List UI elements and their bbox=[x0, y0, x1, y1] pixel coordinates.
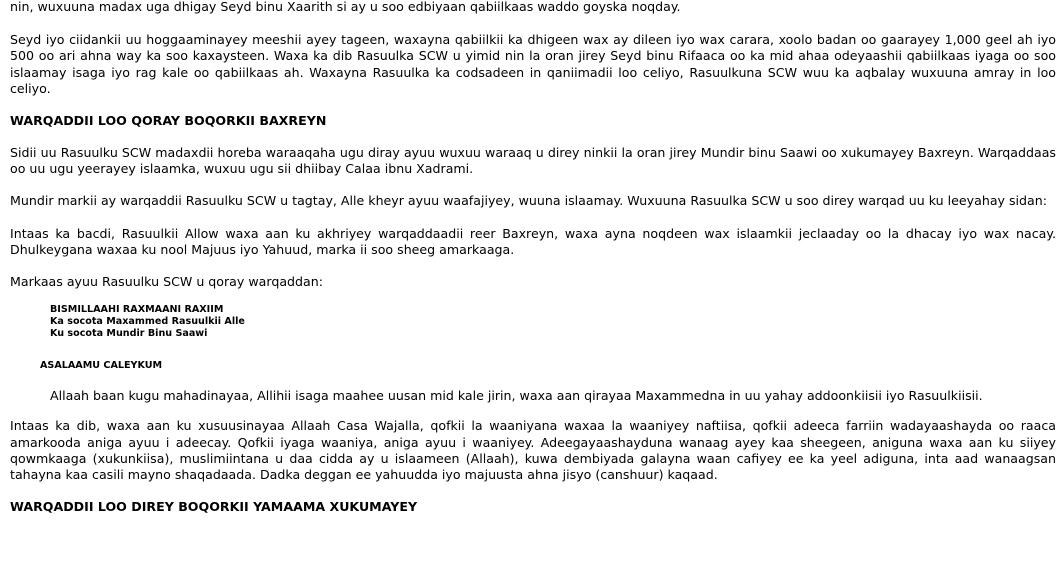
paragraph: Markaas ayuu Rasuulku SCW u qoray warqaddan: bbox=[10, 274, 323, 290]
paragraph: Seyd iyo ciidankii uu hoggaaminayey meeshii ayey tageen, waxayna qabiilkii ka dhigeen wax ay dileen iyo wax carara, xoolo badan oo gaarayey 1,000 geel ah iyo 500 oo ari ahna way ka soo kaxaysteen. Waxa ka dib Rasuulka SCW u yimid nin la oran jirey Seyd binu Rifaaca oo ka mid ahaa odeyaashii qabiilkaas iyaga oo soo islaamay isaga iyo rag kale oo qabiilkaas ah. Waxayna Rasuulka ka codsadeen in qaniimadii loo celiyo, Rasuulkuna SCW wuu ka aqbalay wuxuuna amray in loo celiyo. bbox=[10, 32, 1056, 96]
letter-salutation: ASALAAMU CALEYKUM bbox=[40, 360, 163, 372]
paragraph: Sidii uu Rasuulku SCW madaxdii horeba waraaqaha ugu diray ayuu wuxuu waraaq u direy ninkii la oran jirey Mundir binu Saawi oo xukumayey Baxreyn. Warqaddaas oo uu ugu yeerayey islaamka, wuxuu ugu sii dhiibay Calaa ibnu Xadrami. bbox=[10, 145, 1056, 177]
paragraph: nin, wuxuuna madax uga dhigay Seyd binu Xaarith si ay u soo edbiyaan qabiilkaas waddo goyska noqday. bbox=[10, 0, 681, 14]
section-heading: WARQADDII LOO QORAY BOQORKII BAXREYN bbox=[10, 113, 327, 129]
letter-line: Ka socota Maxammed Rasuulkii Alle bbox=[50, 316, 245, 328]
letter-header bbox=[50, 304, 1056, 340]
document-body bbox=[10, 0, 1056, 531]
paragraph: Allaah baan kugu mahadinayaa, Allihii isaga maahee uusan mid kale jirin, waxa aan qirayaa Maxammedna in uu yahay addoonkiisii iyo Rasuulkiisii. bbox=[50, 388, 983, 404]
letter-line: Ku socota Mundir Binu Saawi bbox=[50, 328, 208, 340]
letter-line: BISMILLAAHI RAXMAANI RAXIIM bbox=[50, 304, 224, 316]
paragraph: Intaas ka dib, waxa aan ku xusuusinayaa Allaah Casa Wajalla, qofkii la waaniyana waxaa la waaniyey naftiisa, qofkii adeeca farriin wadayaashayda oo raaca amarkooda aniga ayuu i adeecay. Qofkii iyaga waaniya, aniga ayuu i waaniyey. Adeegayaashayduna wanaag ayey kaa sheegeen, aniguna waxa aan ku siiyey qowmkaaga (xukunkiisa), muslimiintana u daa cidda ay u islaameen (Allaah), kuwa dembiyada galayna waan cafiyey ee ka yeel adiguna, inta aad wanaagsan tahayna kaa casili mayno shaqadaada. Dadka deggan ee yahuudda iyo majuusta ahna jisyo (canshuur) kaqaad. bbox=[10, 418, 1056, 483]
paragraph: Intaas ka bacdi, Rasuulkii Allow waxa aan ku akhriyey warqaddaadii reer Baxreyn, waxa ayna noqdeen wax islaamkii jeclaaday oo la dhacay iyo wax nacay. Dhulkeygana waxaa ku nool Majuus iyo Yahuud, marka ii soo sheeg amarkaaga. bbox=[10, 225, 1056, 257]
paragraph: Mundir markii ay warqaddii Rasuulku SCW u tagtay, Alle kheyr ayuu waafajiyey, wuuna islaamay. Wuxuuna Rasuulka SCW u soo direy warqad uu ku leeyahay sidan: bbox=[10, 193, 1047, 209]
section-heading: WARQADDII LOO DIREY BOQORKII YAMAAMA XUKUMAYEY bbox=[10, 499, 418, 515]
